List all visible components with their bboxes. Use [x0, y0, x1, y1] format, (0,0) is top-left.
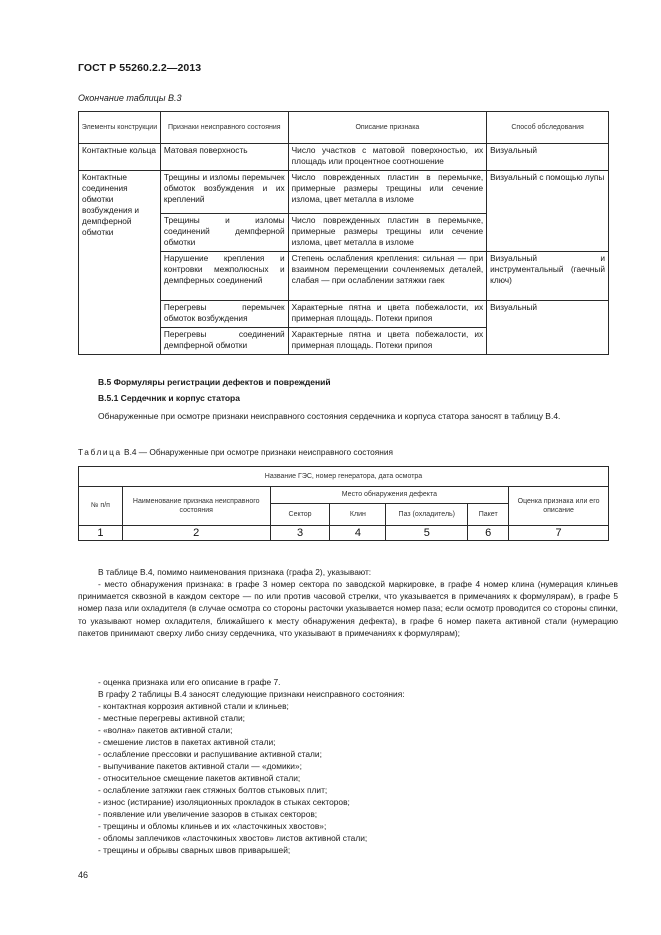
- table-header-row: [79, 487, 609, 504]
- header-cell: Паз (охладитель): [386, 504, 468, 526]
- table-header-row: [79, 112, 609, 144]
- column-number: 4: [330, 526, 386, 541]
- desc-cell: Число поврежденных пластин в перемычке, примерные размеры трещины или сечение излома, цвет металла в изломе: [288, 214, 486, 252]
- section-heading-b51: В.5.1 Сердечник и корпус статора: [98, 393, 240, 403]
- method-cell: Визуальный с помощью лупы: [487, 171, 609, 252]
- header-cell: Элементы конструкции: [79, 112, 161, 144]
- list-item: - ослабление затяжки гаек стяжных болтов стыковых плит;: [98, 785, 328, 795]
- list-item: - трещины и обрывы сварных швов приварышей;: [98, 845, 291, 855]
- element-cell: Контактные кольца: [79, 144, 161, 171]
- sign-cell: Нарушение крепления и контровки межполюсных и демпферных соединений: [160, 252, 288, 301]
- table-b4-caption: [78, 447, 393, 457]
- column-number: 5: [386, 526, 468, 541]
- header-cell: Способ обследования: [487, 112, 609, 144]
- table-b4: [78, 466, 609, 541]
- column-number: 3: [270, 526, 330, 541]
- column-number: 6: [468, 526, 509, 541]
- method-cell: Визуальный и инструментальный (гаечный ключ): [487, 252, 609, 301]
- table-row: [79, 144, 609, 171]
- paragraph: - оценка признака или его описание в графе 7.: [98, 677, 281, 687]
- list-item: - обломы заплечиков «ласточкиных хвостов» листов активной стали;: [98, 833, 368, 843]
- header-cell: Оценка признака или его описание: [509, 487, 609, 526]
- header-cell: Место обнаружения дефекта: [270, 487, 509, 504]
- table-b3: [78, 111, 609, 355]
- list-item: - выпучивание пакетов активной стали — «домики»;: [98, 761, 302, 771]
- header-cell: Наименование признака неисправного состояния: [122, 487, 270, 526]
- paragraph: Обнаруженные при осмотре признаки неисправного состояния сердечника и корпуса статора заносят в таблицу В.4.: [98, 411, 561, 421]
- desc-cell: Число участков с матовой поверхностью, их площадь или процентное соотношение: [288, 144, 486, 171]
- document-header: ГОСТ Р 55260.2.2—2013: [78, 62, 202, 74]
- list-item: - трещины и обломы клиньев и их «ласточкиных хвостов»;: [98, 821, 327, 831]
- desc-cell: Характерные пятна и цвета побежалости, их примерная площадь. Потеки припоя: [288, 328, 486, 355]
- header-cell: № п/п: [79, 487, 123, 526]
- sign-cell: Трещины и изломы перемычек обмоток возбуждения и их креплений: [160, 171, 288, 214]
- list-item: - появление или увеличение зазоров в стыках секторов;: [98, 809, 318, 819]
- list-item: - «волна» пакетов активной стали;: [98, 725, 233, 735]
- paragraph: В таблице В.4, помимо наименования признака (графа 2), указывают:: [98, 567, 372, 577]
- list-item: - местные перегревы активной стали;: [98, 713, 246, 723]
- header-cell: Признаки неисправного состояния: [160, 112, 288, 144]
- table-row: [79, 526, 609, 541]
- page-number: 46: [78, 870, 89, 880]
- list-item: - контактная коррозия активной стали и клиньев;: [98, 701, 289, 711]
- section-heading-b5: В.5 Формуляры регистрации дефектов и повреждений: [98, 377, 331, 387]
- method-cell: Визуальный: [487, 301, 609, 355]
- desc-cell: Степень ослабления крепления: сильная — при взаимном перемещении сочленяемых деталей, слабая — при ослаблении затяжки гаек: [288, 252, 486, 301]
- list-item: - ослабление прессовки и распушивание активной стали;: [98, 749, 322, 759]
- list-item: - смешение листов в пакетах активной стали;: [98, 737, 276, 747]
- header-cell: Описание признака: [288, 112, 486, 144]
- table-row: [79, 171, 609, 214]
- list-item: - износ (истирание) изоляционных прокладок в стыках секторов;: [98, 797, 350, 807]
- desc-cell: Число поврежденных пластин в перемычке, примерные размеры трещины или сечение излома, цвет металла в изломе: [288, 171, 486, 214]
- sign-cell: Трещины и изломы соединений демпферной обмотки: [160, 214, 288, 252]
- sign-cell: Матовая поверхность: [160, 144, 288, 171]
- element-cell: Контактные соединения обмотки возбуждения и демпферной обмотки: [79, 171, 161, 355]
- list-item: - относительное смещение пакетов активной стали;: [98, 773, 301, 783]
- header-cell: Пакет: [468, 504, 509, 526]
- paragraph: - место обнаружения признака: в графе 3 номер сектора по заводской маркировке, в графе 4 номер клина (нумерация клиньев принимается сквозной в каждом секторе — по или против часовой стрелки, что указывается в примечаниях к формулярам), в графе 5 номер паза или охладителя (в случае осмотра со стороны расточки указывается номер паза; если осмотр проводится со стороны спинки, то указывают номер охладителя, ближайшего к месту обнаружения дефекта), в графе 6 номер пакета активной стали (нумерацию пакетов принимают сверху либо снизу сердечника, что указывают в примечаниях к формулярам);: [78, 579, 618, 638]
- column-number: 1: [79, 526, 123, 541]
- header-cell: Название ГЭС, номер генератора, дата осмотра: [79, 467, 609, 487]
- sign-cell: Перегревы соединений демпферной обмотки: [160, 328, 288, 355]
- table-header-row: [79, 467, 609, 487]
- column-number: 7: [509, 526, 609, 541]
- caption-prefix: Таблица: [78, 447, 122, 457]
- paragraph: В графу 2 таблицы В.4 заносят следующие признаки неисправного состояния:: [98, 689, 405, 699]
- column-number: 2: [122, 526, 270, 541]
- table-b3-caption: Окончание таблицы В.3: [78, 93, 182, 103]
- header-cell: Клин: [330, 504, 386, 526]
- method-cell: Визуальный: [487, 144, 609, 171]
- desc-cell: Характерные пятна и цвета побежалости, их примерная площадь. Потеки припоя: [288, 301, 486, 328]
- caption-text: В.4 — Обнаруженные при осмотре признаки неисправного состояния: [121, 447, 393, 457]
- header-cell: Сектор: [270, 504, 330, 526]
- sign-cell: Перегревы перемычек обмоток возбуждения: [160, 301, 288, 328]
